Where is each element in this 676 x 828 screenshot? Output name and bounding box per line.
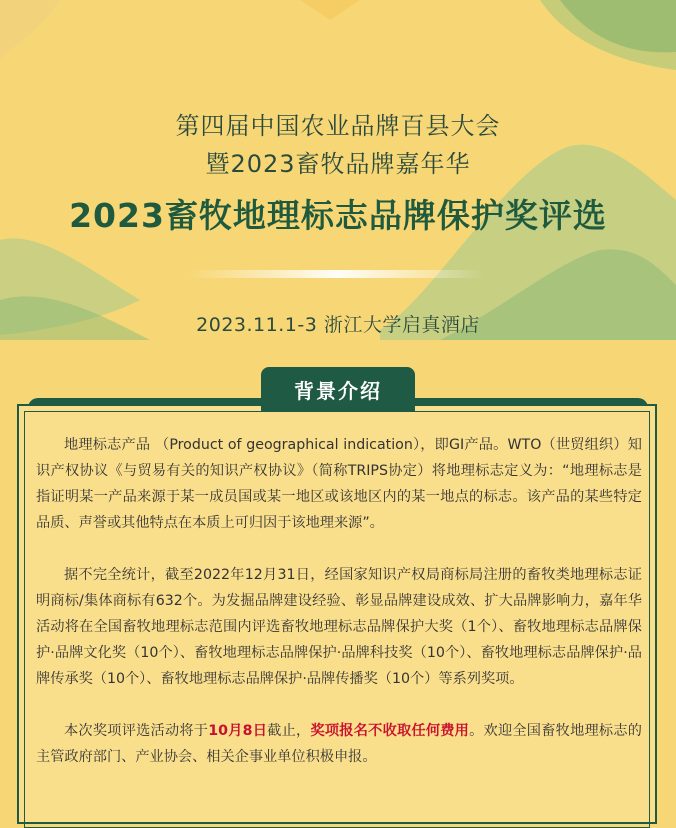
paragraph-definition: 地理标志产品 （Product of geographical indication），即GI产品。WTO（世贸组织）知识产权协议《与贸易有关的知识产权协议》（简称TRIPS协定）将地理标志定义为：“地理标志是指证明某一产品来源于某一成员国或某一地区或该地区内的某一地点的标志。该产品的某些特定品质、声誉或其他特点在本质上可归因于该地理来源”。 (36, 437, 642, 531)
deadline-text-b: 截止， (267, 723, 311, 739)
section-tab-label: 背景介绍 (294, 378, 382, 403)
paragraph-statistics: 据不完全统计，截至2022年12月31日，经国家知识产权局商标局注册的畜牧类地理标志证明商标/集体商标有632个。为发掘品牌建设经验、彰显品牌建设成效、扩大品牌影响力，嘉年华活动将在全国畜牧地理标志范围内评选畜牧地理标志品牌保护大奖（1个）、畜牧地理标志品牌保护·品牌文化奖（10个）、畜牧地理标志品牌保护·品牌科技奖（10个）、畜牧地理标志品牌保护·品牌传承奖（10个）、畜牧地理标志品牌保护·品牌传播奖（10个）等系列奖项。 (36, 567, 642, 687)
event-title-line2: 暨2023畜牧品牌嘉年华 (205, 150, 471, 178)
date-venue: 2023.11.1-3 浙江大学启真酒店 (196, 314, 480, 336)
section-tab (261, 367, 415, 411)
deadline-date: 10月8日 (208, 723, 268, 739)
event-title-line1: 第四届中国农业品牌百县大会 (175, 112, 501, 140)
deadline-text-c: 。欢迎全国畜牧地理标志的主管政府部门、产业协会、相关企事业单位积极申报。 (36, 723, 642, 765)
background-intro-text (36, 432, 642, 796)
deadline-text-a: 本次奖项评选活动将于 (64, 723, 209, 739)
page-title: 2023畜牧地理标志品牌保护奖评选 (69, 196, 607, 235)
divider (190, 270, 486, 278)
free-notice: 奖项报名不收取任何费用 (310, 723, 470, 739)
paragraph-deadline (36, 718, 642, 770)
